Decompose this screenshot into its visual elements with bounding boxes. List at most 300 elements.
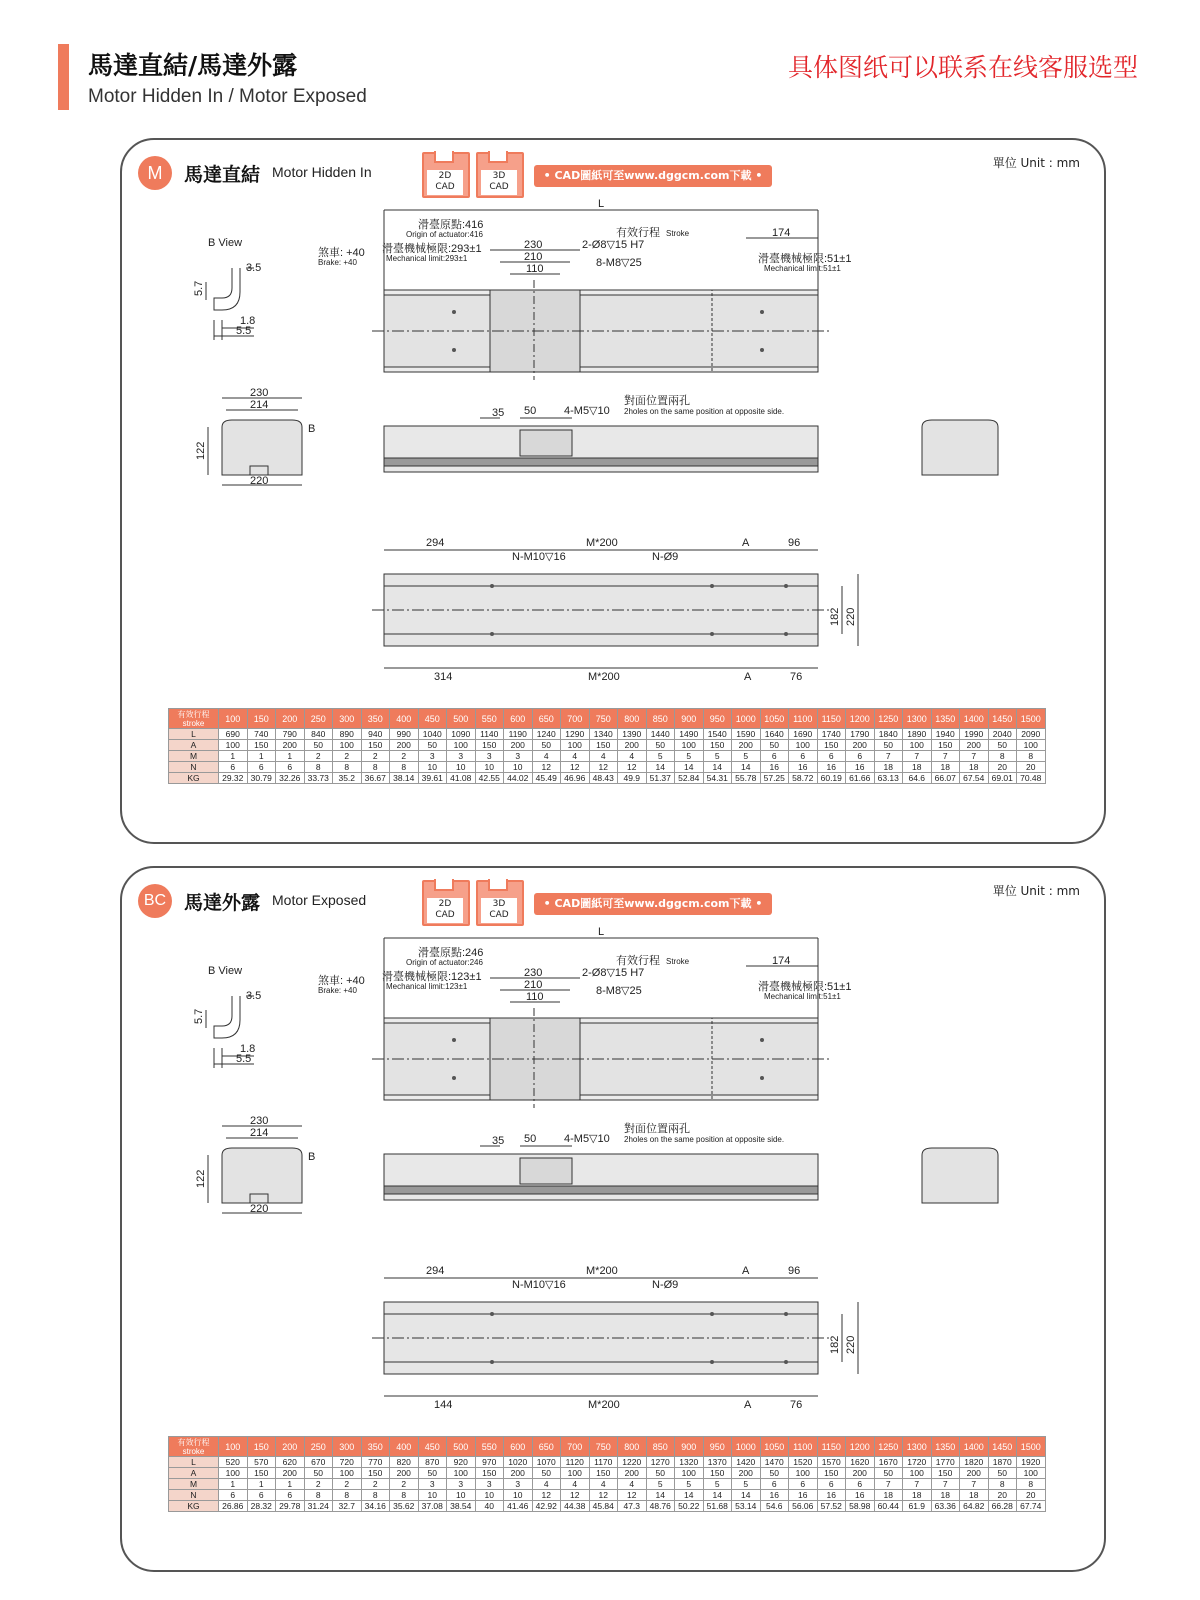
table-cell: 200 bbox=[276, 1468, 305, 1479]
end-b-label: B bbox=[308, 423, 316, 435]
bottom-dim-a-bot: A bbox=[744, 671, 752, 683]
table-cell: 18 bbox=[903, 1490, 932, 1501]
dim-210: 210 bbox=[524, 251, 543, 263]
table-cell: 4 bbox=[532, 1479, 561, 1490]
bottom-dim-220: 220 bbox=[845, 607, 857, 626]
spec-table bbox=[168, 1436, 1046, 1512]
stroke-header-cell: 300 bbox=[333, 1437, 362, 1457]
table-cell: 50.22 bbox=[675, 1501, 704, 1512]
table-cell: 1 bbox=[247, 751, 276, 762]
table-cell: 52.84 bbox=[675, 773, 704, 784]
table-cell: 1570 bbox=[817, 1457, 846, 1468]
table-cell: 63.13 bbox=[874, 773, 903, 784]
cad-3d-label: 3D bbox=[492, 171, 506, 181]
bottom-dim-76: 76 bbox=[790, 1399, 803, 1411]
stroke-cn: 有效行程 bbox=[616, 955, 660, 967]
row-label: KG bbox=[169, 773, 219, 784]
bview-dim-18: 1.8 bbox=[240, 1043, 256, 1055]
table-cell: 60.44 bbox=[874, 1501, 903, 1512]
stroke-header-cell: 500 bbox=[447, 709, 476, 729]
stroke-header-cell: 1150 bbox=[817, 709, 846, 729]
bottom-dim-96: 96 bbox=[788, 1265, 801, 1277]
table-cell: 1290 bbox=[561, 729, 590, 740]
table-cell: 720 bbox=[333, 1457, 362, 1468]
bottom-dim-left-bot: 144 bbox=[434, 1399, 453, 1411]
dim-230: 230 bbox=[524, 239, 543, 251]
stroke-header-cell: 900 bbox=[675, 1437, 704, 1457]
cad-2d-label-sub: CAD bbox=[435, 910, 455, 920]
table-cell: 45.84 bbox=[589, 1501, 618, 1512]
table-cell: 990 bbox=[390, 729, 419, 740]
cad-2d-label: 2D bbox=[438, 899, 452, 909]
table-cell: 16 bbox=[789, 1490, 818, 1501]
stroke-header-cell: 1150 bbox=[817, 1437, 846, 1457]
table-cell: 42.92 bbox=[532, 1501, 561, 1512]
table-cell: 1220 bbox=[618, 1457, 647, 1468]
stroke-header-cell: 550 bbox=[475, 709, 504, 729]
table-cell: 5 bbox=[675, 1479, 704, 1490]
table-cell: 100 bbox=[219, 1468, 248, 1479]
table-cell: 100 bbox=[333, 1468, 362, 1479]
stroke-header-cell: 400 bbox=[390, 709, 419, 729]
table-cell: 8 bbox=[333, 762, 362, 773]
table-row bbox=[169, 1479, 1046, 1490]
table-cell: 100 bbox=[675, 740, 704, 751]
dim-210: 210 bbox=[524, 979, 543, 991]
table-cell: 10 bbox=[504, 762, 533, 773]
row-label: L bbox=[169, 1457, 219, 1468]
table-cell: 50 bbox=[988, 1468, 1017, 1479]
table-cell: 14 bbox=[675, 1490, 704, 1501]
stroke-header-label bbox=[169, 1437, 219, 1457]
dim-110: 110 bbox=[526, 991, 544, 1003]
stroke-header-cell: 350 bbox=[361, 1437, 390, 1457]
table-cell: 100 bbox=[789, 1468, 818, 1479]
cad-3d-label-sub: CAD bbox=[489, 182, 509, 192]
table-cell: 49.9 bbox=[618, 773, 647, 784]
stroke-header-row bbox=[169, 709, 1046, 729]
table-cell: 50 bbox=[532, 1468, 561, 1479]
table-cell: 1540 bbox=[703, 729, 732, 740]
unit-label: 單位 Unit : mm bbox=[992, 156, 1080, 170]
bview-dim-18: 1.8 bbox=[240, 315, 256, 327]
table-cell: 150 bbox=[361, 1468, 390, 1479]
table-cell: 200 bbox=[960, 1468, 989, 1479]
table-cell: 50 bbox=[418, 740, 447, 751]
stroke-header-cell: 600 bbox=[504, 1437, 533, 1457]
bottom-dim-a-bot: A bbox=[744, 1399, 752, 1411]
stroke-header-cn: 有效行程 bbox=[177, 709, 210, 719]
table-cell: 4 bbox=[618, 751, 647, 762]
page-subtitle: Motor Hidden In / Motor Exposed bbox=[88, 86, 367, 107]
table-cell: 100 bbox=[675, 1468, 704, 1479]
stroke-header-cell: 350 bbox=[361, 709, 390, 729]
table-cell: 6 bbox=[219, 1490, 248, 1501]
table-cell: 150 bbox=[703, 740, 732, 751]
table-cell: 58.98 bbox=[846, 1501, 875, 1512]
stroke-header-cell: 1050 bbox=[760, 709, 789, 729]
table-cell: 30.79 bbox=[247, 773, 276, 784]
stroke-header-cell: 1350 bbox=[931, 1437, 960, 1457]
hole-spec-1: 2-Ø8▽15 H7 bbox=[582, 967, 645, 979]
table-cell: 48.76 bbox=[646, 1501, 675, 1512]
unit-label: 單位 Unit : mm bbox=[992, 884, 1080, 898]
table-cell: 3 bbox=[475, 751, 504, 762]
table-cell: 41.46 bbox=[504, 1501, 533, 1512]
table-cell: 1020 bbox=[504, 1457, 533, 1468]
stroke-header-cell: 250 bbox=[304, 1437, 333, 1457]
table-cell: 28.32 bbox=[247, 1501, 276, 1512]
table-cell: 38.14 bbox=[390, 773, 419, 784]
table-cell: 200 bbox=[504, 1468, 533, 1479]
table-cell: 31.24 bbox=[304, 1501, 333, 1512]
origin-cn: 滑臺原點:416 bbox=[418, 219, 484, 231]
table-cell: 1820 bbox=[960, 1457, 989, 1468]
table-cell: 12 bbox=[561, 762, 590, 773]
bottom-dim-m200-top: M*200 bbox=[586, 1265, 618, 1277]
header-accent-bar bbox=[58, 44, 69, 110]
stroke-en: Stroke bbox=[666, 229, 690, 238]
table-cell: 200 bbox=[732, 740, 761, 751]
end-dim-214: 214 bbox=[250, 399, 269, 411]
stroke-header-cell: 650 bbox=[532, 1437, 561, 1457]
table-cell: 3 bbox=[447, 751, 476, 762]
table-cell: 58.72 bbox=[789, 773, 818, 784]
mech-limit2-en: Mechanical limit:51±1 bbox=[764, 992, 841, 1001]
table-cell: 32.26 bbox=[276, 773, 305, 784]
table-cell: 1440 bbox=[646, 729, 675, 740]
stroke-header-cell: 800 bbox=[618, 1437, 647, 1457]
table-cell: 1140 bbox=[475, 729, 504, 740]
table-cell: 26.86 bbox=[219, 1501, 248, 1512]
end-b-label: B bbox=[308, 1151, 316, 1163]
table-cell: 5 bbox=[646, 1479, 675, 1490]
bottom-dim-a-top: A bbox=[742, 1265, 750, 1277]
stroke-header-cell: 550 bbox=[475, 1437, 504, 1457]
bottom-dim-a-top: A bbox=[742, 537, 750, 549]
table-cell: 37.08 bbox=[418, 1501, 447, 1512]
table-cell: 12 bbox=[532, 1490, 561, 1501]
table-cell: 12 bbox=[618, 762, 647, 773]
end-dim-122: 122 bbox=[195, 441, 207, 460]
table-cell: 5 bbox=[675, 751, 704, 762]
table-cell: 1 bbox=[219, 751, 248, 762]
row-label: A bbox=[169, 740, 219, 751]
row-label: M bbox=[169, 1479, 219, 1490]
table-cell: 50 bbox=[646, 740, 675, 751]
stroke-header-cell: 1250 bbox=[874, 1437, 903, 1457]
stroke-en: Stroke bbox=[666, 957, 690, 966]
table-cell: 20 bbox=[1017, 1490, 1046, 1501]
table-row bbox=[169, 1457, 1046, 1468]
stroke-header-cell: 1400 bbox=[960, 1437, 989, 1457]
stroke-header-cell: 1450 bbox=[988, 709, 1017, 729]
end-view-right bbox=[922, 1148, 998, 1203]
side-dim-50: 50 bbox=[524, 405, 537, 417]
table-cell: 14 bbox=[675, 762, 704, 773]
table-cell: 3 bbox=[418, 751, 447, 762]
table-cell: 7 bbox=[874, 1479, 903, 1490]
table-cell: 150 bbox=[589, 1468, 618, 1479]
stroke-header-cell: 700 bbox=[561, 1437, 590, 1457]
spec-table bbox=[168, 708, 1046, 784]
bottom-dim-76: 76 bbox=[790, 671, 803, 683]
table-cell: 6 bbox=[789, 1479, 818, 1490]
table-cell: 100 bbox=[561, 1468, 590, 1479]
mech-limit-en: Mechanical limit:293±1 bbox=[386, 254, 468, 263]
stroke-header-cell: 900 bbox=[675, 709, 704, 729]
stroke-header-cell: 600 bbox=[504, 709, 533, 729]
table-cell: 50 bbox=[874, 1468, 903, 1479]
table-cell: 14 bbox=[732, 1490, 761, 1501]
table-cell: 12 bbox=[532, 762, 561, 773]
table-cell: 7 bbox=[931, 751, 960, 762]
hole-spec-2: 8-M8▽25 bbox=[596, 257, 642, 269]
table-cell: 150 bbox=[931, 1468, 960, 1479]
table-cell: 100 bbox=[789, 740, 818, 751]
table-cell: 1640 bbox=[760, 729, 789, 740]
row-label: M bbox=[169, 751, 219, 762]
table-cell: 7 bbox=[903, 1479, 932, 1490]
table-cell: 8 bbox=[361, 1490, 390, 1501]
cad-link-text: CAD圖紙可至www.dggcm.com下載 bbox=[554, 169, 752, 182]
table-cell: 5 bbox=[646, 751, 675, 762]
table-row bbox=[169, 740, 1046, 751]
table-cell: 50 bbox=[304, 740, 333, 751]
table-cell: 6 bbox=[247, 1490, 276, 1501]
table-cell: 1090 bbox=[447, 729, 476, 740]
table-cell: 69.01 bbox=[988, 773, 1017, 784]
stroke-header-cell: 1450 bbox=[988, 1437, 1017, 1457]
technical-drawing bbox=[122, 140, 1108, 700]
end-dim-214: 214 bbox=[250, 1127, 269, 1139]
stroke-header-cell: 300 bbox=[333, 709, 362, 729]
table-cell: 1490 bbox=[675, 729, 704, 740]
table-cell: 150 bbox=[361, 740, 390, 751]
table-cell: 6 bbox=[276, 762, 305, 773]
table-cell: 1590 bbox=[732, 729, 761, 740]
row-label: A bbox=[169, 1468, 219, 1479]
opposite-en: 2holes on the same position at opposite side. bbox=[624, 1135, 785, 1144]
table-cell: 4 bbox=[589, 751, 618, 762]
table-cell: 2 bbox=[361, 1479, 390, 1490]
table-cell: 67.54 bbox=[960, 773, 989, 784]
cad-link-text: CAD圖紙可至www.dggcm.com下載 bbox=[554, 897, 752, 910]
stroke-header-cell: 1200 bbox=[846, 709, 875, 729]
table-cell: 6 bbox=[247, 762, 276, 773]
stroke-header-cell: 1000 bbox=[732, 1437, 761, 1457]
stroke-header-en: stroke bbox=[182, 1446, 205, 1456]
cad-download-link[interactable]: • CAD圖紙可至www.dggcm.com下載 • bbox=[534, 165, 772, 187]
table-cell: 57.52 bbox=[817, 1501, 846, 1512]
bview-dim-57: 5.7 bbox=[193, 280, 205, 296]
table-cell: 1 bbox=[219, 1479, 248, 1490]
stroke-header-cell: 500 bbox=[447, 1437, 476, 1457]
table-cell: 56.06 bbox=[789, 1501, 818, 1512]
table-cell: 1790 bbox=[846, 729, 875, 740]
stroke-header-cell: 250 bbox=[304, 709, 333, 729]
table-cell: 6 bbox=[789, 751, 818, 762]
stroke-header-cell: 800 bbox=[618, 709, 647, 729]
stroke-header-cell: 150 bbox=[247, 1437, 276, 1457]
table-cell: 1670 bbox=[874, 1457, 903, 1468]
table-cell: 14 bbox=[703, 762, 732, 773]
bottom-dim-m200-top: M*200 bbox=[586, 537, 618, 549]
cad-2d-label: 2D bbox=[438, 171, 452, 181]
table-row bbox=[169, 729, 1046, 740]
table-cell: 57.25 bbox=[760, 773, 789, 784]
hole-spec-2: 8-M8▽25 bbox=[596, 985, 642, 997]
stroke-header-cell: 1500 bbox=[1017, 709, 1046, 729]
table-cell: 2 bbox=[333, 751, 362, 762]
table-cell: 45.49 bbox=[532, 773, 561, 784]
stroke-header-cell: 200 bbox=[276, 709, 305, 729]
table-cell: 4 bbox=[589, 1479, 618, 1490]
table-cell: 100 bbox=[447, 740, 476, 751]
table-cell: 100 bbox=[1017, 1468, 1046, 1479]
table-cell: 20 bbox=[1017, 762, 1046, 773]
table-cell: 10 bbox=[418, 762, 447, 773]
section-title-en: Motor Exposed bbox=[272, 892, 367, 908]
table-cell: 12 bbox=[589, 1490, 618, 1501]
table-cell: 840 bbox=[304, 729, 333, 740]
table-cell: 1470 bbox=[760, 1457, 789, 1468]
stroke-header-cell: 100 bbox=[219, 709, 248, 729]
dim-110: 110 bbox=[526, 263, 544, 275]
bview-dim-55: 5.5 bbox=[236, 1053, 252, 1065]
section-badge: M bbox=[138, 156, 172, 190]
table-cell: 50 bbox=[418, 1468, 447, 1479]
table-cell: 5 bbox=[732, 1479, 761, 1490]
end-view-left bbox=[222, 420, 302, 475]
table-cell: 35.62 bbox=[390, 1501, 419, 1512]
table-cell: 8 bbox=[390, 762, 419, 773]
end-view-right bbox=[922, 420, 998, 475]
bottom-dim-220: 220 bbox=[845, 1335, 857, 1354]
opposite-en: 2holes on the same position at opposite side. bbox=[624, 407, 785, 416]
end-dim-220: 220 bbox=[250, 475, 269, 487]
table-cell: 100 bbox=[219, 740, 248, 751]
table-cell: 50 bbox=[646, 1468, 675, 1479]
table-cell: 2040 bbox=[988, 729, 1017, 740]
table-cell: 18 bbox=[903, 762, 932, 773]
table-cell: 29.32 bbox=[219, 773, 248, 784]
table-cell: 1740 bbox=[817, 729, 846, 740]
mech-limit-en: Mechanical limit:123±1 bbox=[386, 982, 468, 991]
bottom-hole-nm10: N-M10▽16 bbox=[512, 1279, 566, 1291]
row-label: N bbox=[169, 1490, 219, 1501]
table-cell: 2 bbox=[361, 751, 390, 762]
stroke-header-cell: 1200 bbox=[846, 1437, 875, 1457]
table-cell: 50 bbox=[760, 740, 789, 751]
end-view-left bbox=[222, 1148, 302, 1203]
section-badge: BC bbox=[138, 884, 172, 918]
table-cell: 200 bbox=[390, 1468, 419, 1479]
table-cell: 4 bbox=[561, 1479, 590, 1490]
table-cell: 6 bbox=[817, 1479, 846, 1490]
table-cell: 34.16 bbox=[361, 1501, 390, 1512]
table-cell: 200 bbox=[732, 1468, 761, 1479]
table-cell: 200 bbox=[618, 1468, 647, 1479]
table-cell: 4 bbox=[532, 751, 561, 762]
table-cell: 50 bbox=[304, 1468, 333, 1479]
bottom-dim-m200-bot: M*200 bbox=[588, 1399, 620, 1411]
table-cell: 4 bbox=[561, 751, 590, 762]
row-label: N bbox=[169, 762, 219, 773]
table-cell: 100 bbox=[1017, 740, 1046, 751]
table-cell: 1240 bbox=[532, 729, 561, 740]
bottom-dim-left-bot: 314 bbox=[434, 671, 453, 683]
end-dim-220: 220 bbox=[250, 1203, 269, 1215]
table-cell: 16 bbox=[846, 1490, 875, 1501]
stroke-header-cell: 450 bbox=[418, 709, 447, 729]
table-cell: 61.9 bbox=[903, 1501, 932, 1512]
table-cell: 32.7 bbox=[333, 1501, 362, 1512]
mech-limit2-cn: 滑臺機械極限:51±1 bbox=[758, 253, 852, 265]
table-cell: 1190 bbox=[504, 729, 533, 740]
table-cell: 670 bbox=[304, 1457, 333, 1468]
cad-3d-label-sub: CAD bbox=[489, 910, 509, 920]
table-cell: 36.67 bbox=[361, 773, 390, 784]
table-cell: 1370 bbox=[703, 1457, 732, 1468]
table-cell: 100 bbox=[561, 740, 590, 751]
table-cell: 48.43 bbox=[589, 773, 618, 784]
stroke-header-label bbox=[169, 709, 219, 729]
table-cell: 1870 bbox=[988, 1457, 1017, 1468]
cad-download-link[interactable]: • CAD圖紙可至www.dggcm.com下載 • bbox=[534, 893, 772, 915]
table-cell: 16 bbox=[846, 762, 875, 773]
table-cell: 16 bbox=[817, 762, 846, 773]
table-cell: 570 bbox=[247, 1457, 276, 1468]
table-cell: 7 bbox=[874, 751, 903, 762]
table-cell: 29.78 bbox=[276, 1501, 305, 1512]
table-cell: 3 bbox=[504, 751, 533, 762]
table-cell: 520 bbox=[219, 1457, 248, 1468]
row-label: L bbox=[169, 729, 219, 740]
dim-174: 174 bbox=[772, 227, 791, 239]
table-cell: 4 bbox=[618, 1479, 647, 1490]
table-cell: 16 bbox=[760, 762, 789, 773]
table-cell: 920 bbox=[447, 1457, 476, 1468]
table-cell: 200 bbox=[618, 740, 647, 751]
technical-drawing bbox=[122, 868, 1108, 1428]
table-cell: 20 bbox=[988, 1490, 1017, 1501]
table-cell: 7 bbox=[960, 1479, 989, 1490]
stroke-header-cell: 950 bbox=[703, 1437, 732, 1457]
stroke-header-cell: 1000 bbox=[732, 709, 761, 729]
table-cell: 14 bbox=[732, 762, 761, 773]
table-cell: 740 bbox=[247, 729, 276, 740]
table-cell: 1320 bbox=[675, 1457, 704, 1468]
table-cell: 66.28 bbox=[988, 1501, 1017, 1512]
stroke-header-cell: 400 bbox=[390, 1437, 419, 1457]
table-cell: 200 bbox=[846, 740, 875, 751]
table-cell: 67.74 bbox=[1017, 1501, 1046, 1512]
table-cell: 1890 bbox=[903, 729, 932, 740]
bview-dim-55: 5.5 bbox=[236, 325, 252, 337]
bview-dim-35: 3.5 bbox=[246, 990, 262, 1002]
stroke-header-cn: 有效行程 bbox=[177, 1437, 210, 1447]
table-cell: 2 bbox=[390, 1479, 419, 1490]
opposite-cn: 對面位置兩孔 bbox=[624, 395, 690, 407]
table-cell: 1340 bbox=[589, 729, 618, 740]
table-cell: 8 bbox=[390, 1490, 419, 1501]
table-cell: 66.07 bbox=[931, 773, 960, 784]
table-cell: 7 bbox=[903, 751, 932, 762]
table-cell: 40 bbox=[475, 1501, 504, 1512]
bview-profile bbox=[214, 268, 240, 310]
table-cell: 150 bbox=[817, 1468, 846, 1479]
